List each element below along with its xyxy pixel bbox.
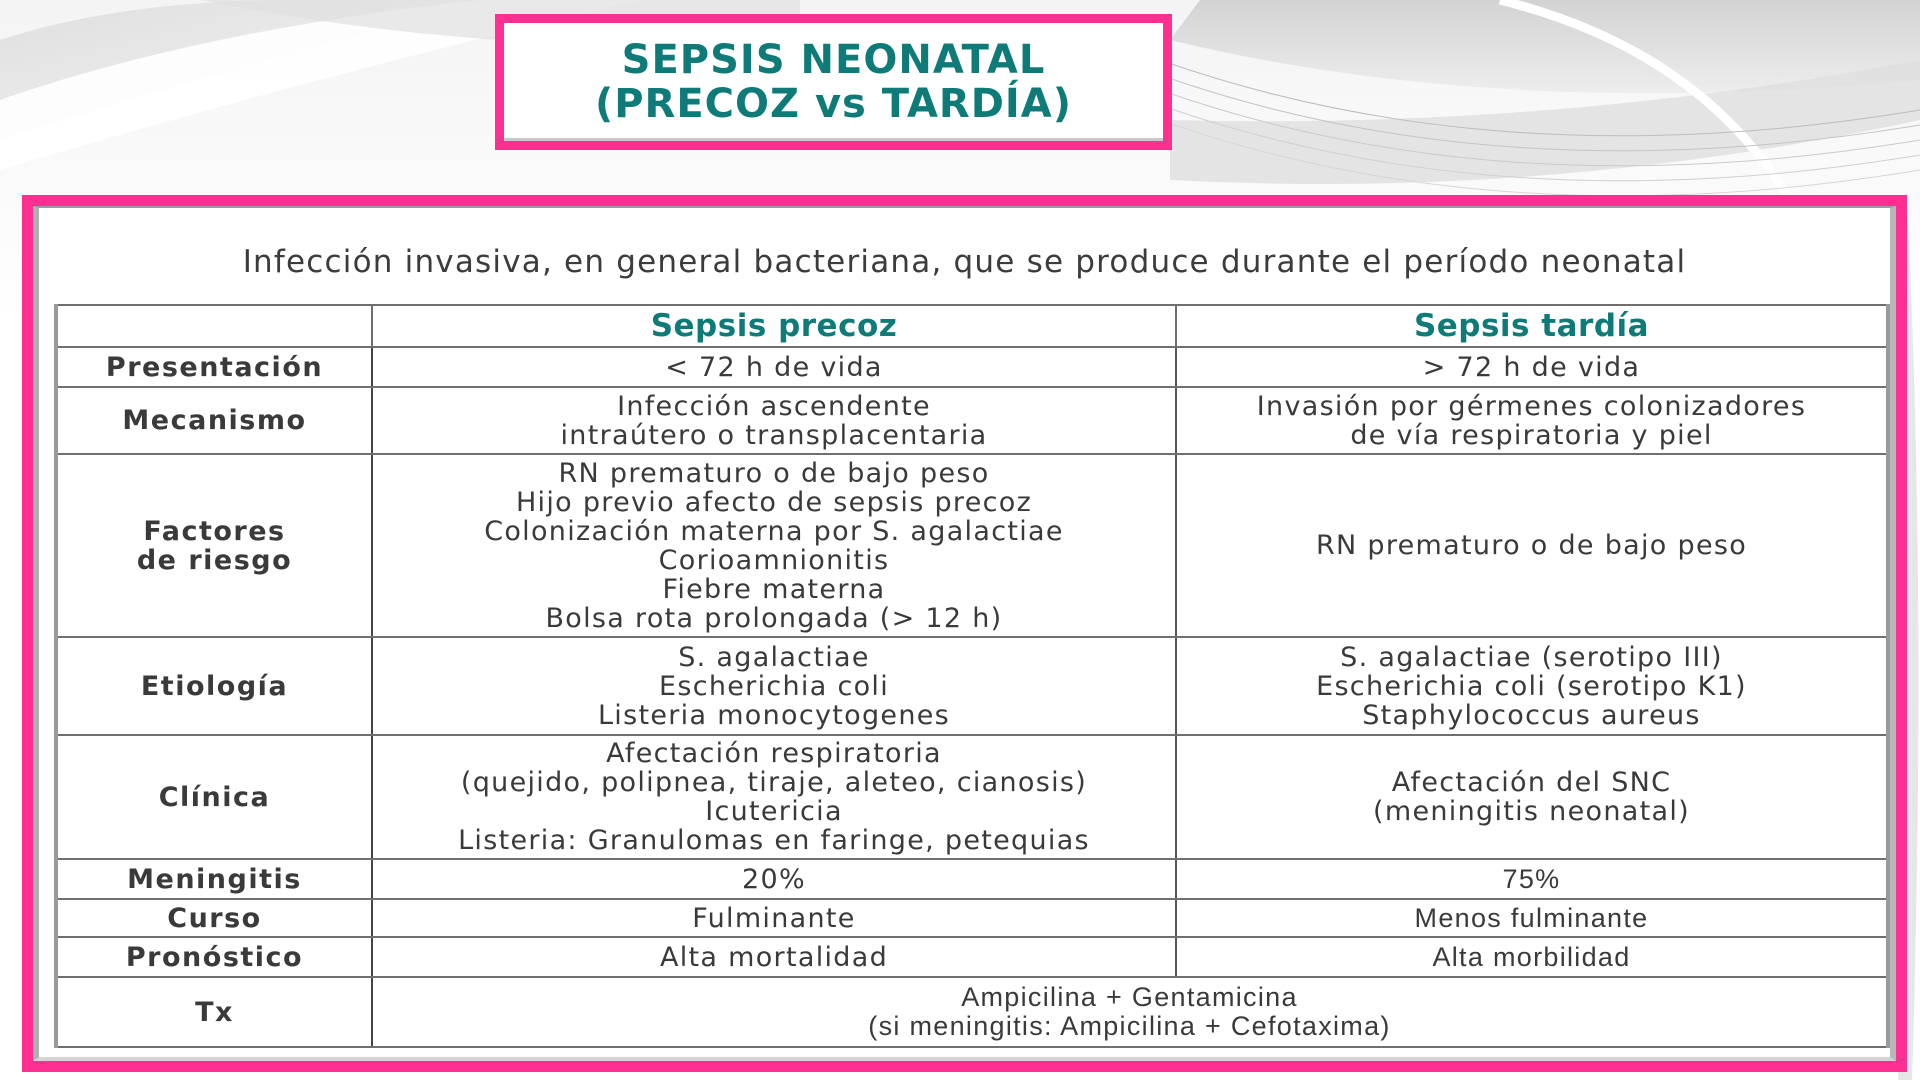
slide-title-line-1: SEPSIS NEONATAL (621, 37, 1046, 83)
table-row-factores-de-riesgo (56, 454, 1888, 637)
row-label-text: Tx (195, 996, 234, 1028)
precoz-cell (372, 859, 1176, 899)
cell-line: Colonización materna por S. agalactiae (484, 515, 1064, 547)
row-label (56, 977, 372, 1047)
precoz-cell (372, 454, 1176, 637)
cell-line: Corioamnionitis (658, 544, 890, 576)
row-label (56, 899, 372, 937)
cell-line: Ampicilina + Gentamicina (961, 982, 1298, 1012)
cell-line: intraútero o transplacentaria (560, 419, 988, 451)
cell-line: RN prematuro o de bajo peso (558, 457, 990, 489)
cell-line: Alta morbilidad (1432, 941, 1631, 972)
cell-line: 20% (742, 863, 806, 895)
definition-text: Infección invasiva, en general bacteriana, que se produce durante el período neonatal (242, 244, 1687, 280)
row-label-text: Meningitis (127, 863, 302, 895)
cell-line: Invasión por gérmenes colonizadores (1256, 390, 1807, 422)
cell-line: Alta mortalidad (659, 941, 889, 973)
comparison-table (54, 304, 1890, 1048)
cell-line: > 72 h de vida (1422, 351, 1641, 383)
cell-line: Listeria: Granulomas en faringe, petequias (458, 825, 1090, 856)
cell-line: Infección ascendente (617, 390, 931, 422)
precoz-cell (372, 899, 1176, 937)
precoz-cell (372, 347, 1176, 387)
row-label (56, 859, 372, 899)
title-box (495, 14, 1172, 150)
cell-line: 75% (1502, 863, 1561, 894)
cell-line: (meningitis neonatal) (1373, 796, 1690, 827)
cell-line: de vía respiratoria y piel (1350, 419, 1713, 451)
treatment-cell (372, 977, 1888, 1047)
content-frame (22, 195, 1907, 1072)
precoz-cell (372, 387, 1176, 454)
cell-line: (quejido, polipnea, tiraje, aleteo, cianosis) (460, 767, 1088, 798)
cell-line: Fiebre materna (662, 573, 886, 605)
row-label-text: Pronóstico (125, 941, 304, 973)
precoz-cell (372, 937, 1176, 977)
cell-line: Escherichia coli (serotipo K1) (1316, 670, 1747, 702)
header-empty-cell (56, 305, 372, 347)
tardia-cell (1176, 735, 1888, 859)
cell-line: Fulminante (692, 902, 856, 934)
table-row-pronostico (56, 937, 1888, 977)
table-row-etiologia (56, 637, 1888, 735)
table-header-row (56, 305, 1888, 347)
cell-line: S. agalactiae (serotipo III) (1340, 641, 1723, 673)
precoz-cell (372, 735, 1176, 859)
cell-line: Hijo previo afecto de sepsis precoz (515, 486, 1033, 518)
cell-line: Escherichia coli (658, 670, 890, 702)
precoz-cell (372, 637, 1176, 735)
content-panel (33, 206, 1896, 1061)
tardia-cell (1176, 347, 1888, 387)
tardia-cell (1176, 637, 1888, 735)
slide-title-line-2: (PRECOZ vs TARDÍA) (594, 81, 1073, 127)
table-row-presentacion (56, 347, 1888, 387)
cell-line: Afectación del SNC (1391, 767, 1672, 798)
row-label-text: Etiología (140, 670, 289, 702)
row-label (56, 937, 372, 977)
table-row-clinica (56, 735, 1888, 859)
cell-line: Afectación respiratoria (606, 738, 942, 769)
header-sepsis-tardia: Sepsis tardía (1176, 305, 1888, 347)
tardia-cell (1176, 454, 1888, 637)
row-label-text: Curso (167, 902, 262, 934)
row-label-text: Mecanismo (122, 405, 307, 436)
tardia-cell (1176, 937, 1888, 977)
table-row-mecanismo (56, 387, 1888, 454)
row-label (56, 454, 372, 637)
row-label (56, 637, 372, 735)
cell-line: Icutericia (705, 796, 843, 827)
row-label (56, 735, 372, 859)
row-label-text: Presentación (105, 351, 324, 383)
cell-line: Staphylococcus aureus (1362, 699, 1701, 731)
header-sepsis-precoz: Sepsis precoz (372, 305, 1176, 347)
cell-line: < 72 h de vida (665, 351, 883, 383)
cell-line: RN prematuro o de bajo peso (1315, 530, 1748, 561)
table-row-curso (56, 899, 1888, 937)
row-label-text: Factores (143, 515, 286, 547)
cell-line: S. agalactiae (678, 641, 870, 673)
row-label-text: Clínica (158, 781, 271, 813)
cell-line: (si meningitis: Ampicilina + Cefotaxima) (868, 1011, 1391, 1041)
row-label-text: de riesgo (136, 544, 293, 576)
cell-line: Menos fulminante (1414, 902, 1649, 933)
tardia-cell (1176, 859, 1888, 899)
cell-line: Listeria monocytogenes (597, 699, 951, 731)
table-row-meningitis (56, 859, 1888, 899)
tardia-cell (1176, 899, 1888, 937)
tardia-cell (1176, 387, 1888, 454)
table-row-tx (56, 977, 1888, 1047)
row-label (56, 387, 372, 454)
cell-line: Bolsa rota prolongada (> 12 h) (545, 602, 1003, 634)
row-label (56, 347, 372, 387)
